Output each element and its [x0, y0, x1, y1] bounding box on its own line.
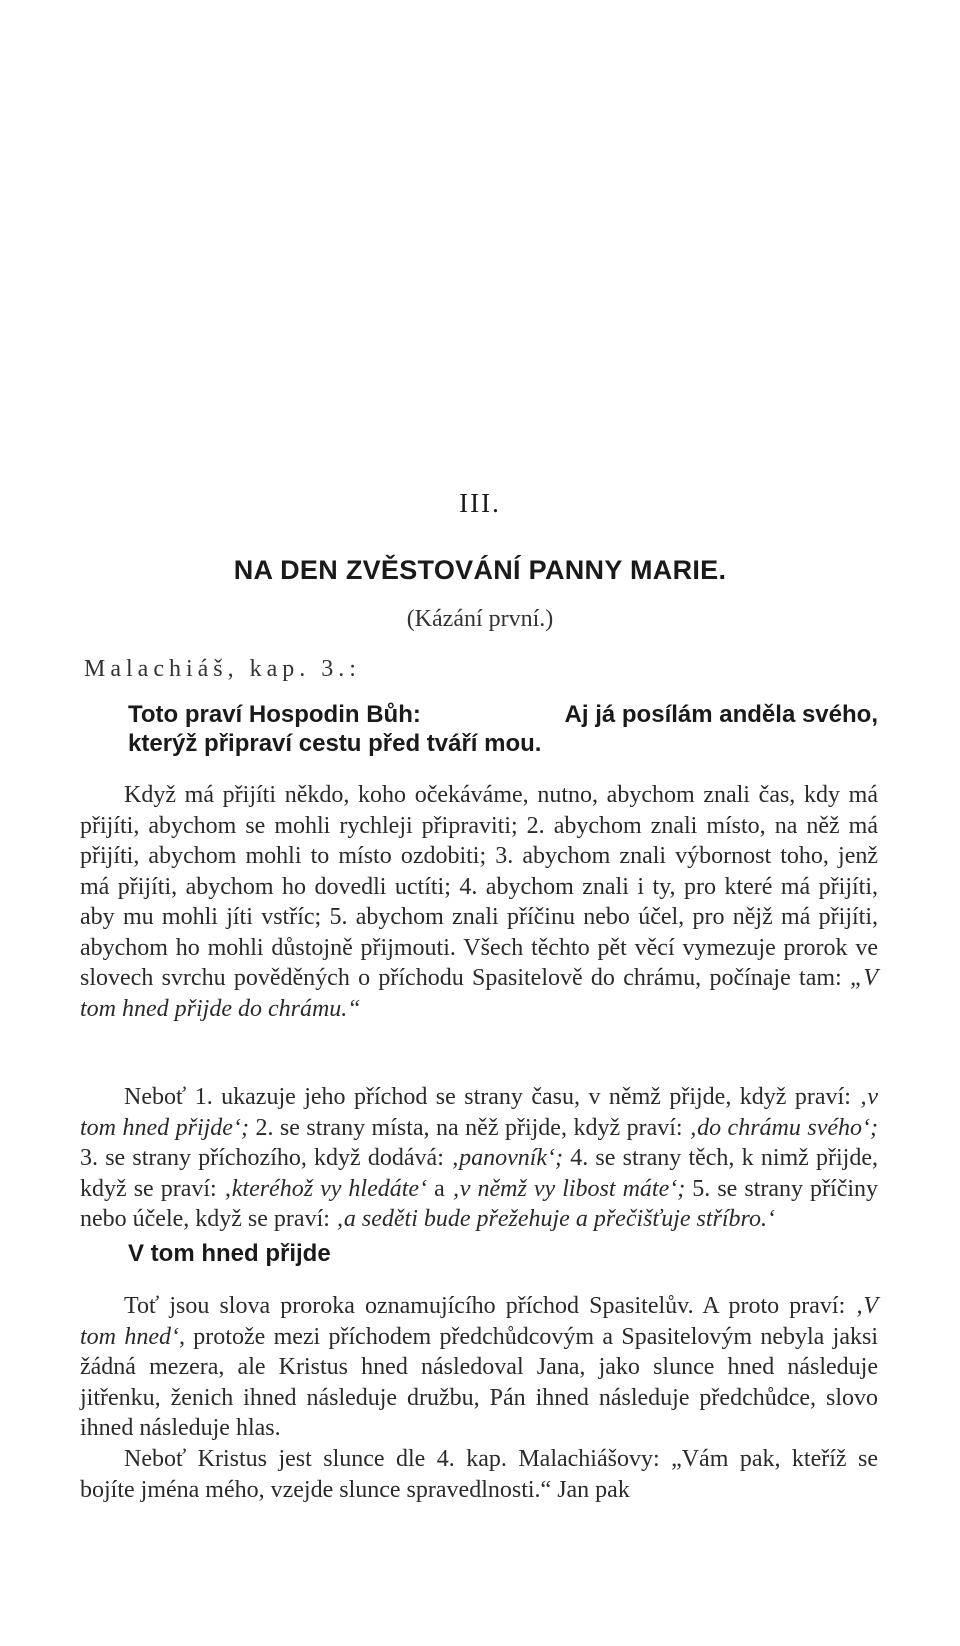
chapter-title: NA DEN ZVĚSTOVÁNÍ PANNY MARIE. — [233, 555, 727, 585]
motto-line-1-part-a: Toto praví Hospodin Bůh: — [128, 701, 421, 728]
paragraph-2-text-4: 4. se strany těch, k nimž přijde, když se praví: — [80, 1145, 878, 1202]
paragraph-2-quote-5: ‚v němž vy libost máte‘; — [451, 1175, 686, 1202]
motto-line-2: kterýž připraví cestu před tváří mou. — [128, 730, 542, 757]
paragraph-2-text-2: 2. se strany místa, na něž přijde, když praví: — [248, 1114, 690, 1141]
paragraph-2-text-6: 5. se strany příčiny nebo účele, když se praví: — [80, 1175, 879, 1232]
paragraph-1 — [80, 780, 878, 1024]
chapter-subtitle: (Kázání první.) — [406, 606, 554, 632]
chapter-number: III. — [459, 488, 501, 518]
paragraph-2-text-1: Neboť 1. ukazuje jeho příchod se strany času, v němž přijde, když praví: — [124, 1084, 860, 1110]
paragraph-1-quote: „V tom hned přijde do chrámu.“ — [80, 965, 878, 1022]
paragraph-3 — [80, 1291, 878, 1444]
motto-verse — [128, 700, 878, 758]
paragraph-2-text-5: a — [427, 1175, 452, 1202]
paragraph-2-quote-4: ‚kteréhož vy hledáte‘ — [223, 1175, 428, 1202]
paragraph-1-text: Když má přijíti někdo, koho očekáváme, nutno, abychom znali čas, kdy má přijíti, abychom se mohli rychleji připraviti; 2. abychom znali místo, na něž má přijíti, abychom mohli to místo ozdobiti; 3. abychom znali výbornost toho, jenž má přijíti, abychom ho dovedli uctíti; 4. abychom znali i ty, pro které má přijíti, aby mu mohli jíti vstříc; 5. abychom znali příčinu nebo účel, pro nějž má přijíti, abychom ho mohli důstojně přijmouti. Všech těchto pět věcí vymezuje prorok ve slovech svrchu pověděných o příchodu Spasitelově do chrámu, počínaje tam: — [80, 782, 878, 991]
paragraph-2-quote-6: ‚a seděti bude přežehuje a přečišťuje stříbro.‘ — [335, 1206, 775, 1232]
paragraph-2-quote-2: ‚do chrámu svého‘; — [689, 1114, 879, 1141]
paragraph-3-text-1: Toť jsou slova proroka oznamujícího příchod Spasitelův. A proto praví: — [124, 1293, 856, 1319]
section-heading: V tom hned přijde — [128, 1240, 331, 1267]
scripture-reference: Malachiáš, kap. 3.: — [84, 656, 361, 682]
paragraph-2-text-3: 3. se strany příchozího, když dodává: — [80, 1145, 452, 1171]
paragraph-2-quote-1: ‚v tom hned přijde‘; — [80, 1084, 878, 1141]
motto-line-1-part-b: Aj já posílám anděla svého, — [564, 701, 878, 728]
paragraph-2 — [80, 1082, 878, 1235]
motto-line-1 — [128, 700, 878, 729]
paragraph-3-quote-1: ‚V tom hned‘, — [80, 1293, 878, 1350]
paragraph-4: Neboť Kristus jest slunce dle 4. kap. Malachiášovy: „Vám pak, kteříž se bojíte jména mého, vzejde slunce spravedlnosti.“ Jan pak — [80, 1446, 878, 1503]
paragraph-2-quote-3: ‚panovník‘; — [451, 1145, 564, 1171]
paragraph-3-text-2: protože mezi příchodem předchůdcovým a Spasitelovým nebyla jaksi žádná mezera, ale Kristus hned následoval Jana, jako slunce hned následuje jitřenku, ženich ihned následuje družbu, Pán ihned následuje předchůdce, slovo ihned následuje hlas. — [80, 1323, 878, 1441]
